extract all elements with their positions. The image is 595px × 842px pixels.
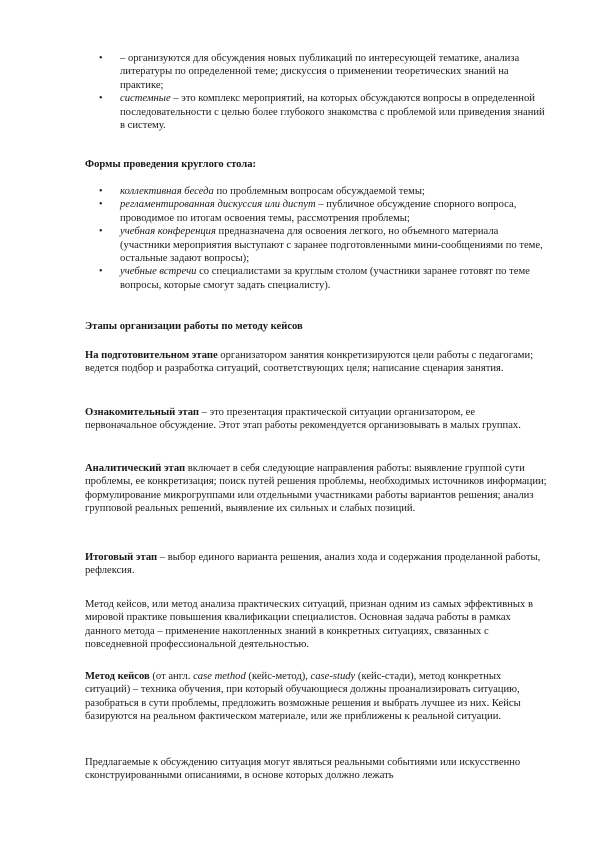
paragraph-lead: Метод кейсов [85, 671, 150, 682]
bullet-text: со специалистами за круглым столом (участники заранее готовят по теме вопросы, которые смогут задать специалисту). [120, 266, 530, 291]
list-item [85, 52, 547, 92]
bullet-icon: • [99, 53, 103, 64]
term-case-method: case method [193, 671, 246, 682]
paragraph-analytic-stage [85, 462, 547, 516]
top-bullet-list [85, 52, 547, 132]
list-item [85, 198, 547, 225]
paragraph-text: (кейс-стади), метод конкретных ситуаций) – техника обучения, при который обучающиеся должны проанализировать ситуацию, разобраться в сути проблемы, предложить возможные решения и выбрать лучшее из них. Кейсы базируются на реальном фактическом материале, или же приближены к реальной ситуации. [85, 671, 521, 723]
paragraph-text: включает в себя следующие направления работы: выявление группой сути проблемы, ее конкретизация; поиск путей решения проблемы, необходимых источников информации; формулирование микрогруппами или отдельными участниками работы вариантов решения; анализ групповой реальных решений, выявление их сильных и слабых позиций. [85, 463, 547, 515]
bullet-term: регламентированная дискуссия или диспут [120, 199, 316, 211]
bullet-icon: • [99, 93, 103, 105]
paragraph-lead: Аналитический этап [85, 463, 186, 474]
paragraph-case-method-intro [85, 598, 547, 652]
bullet-icon: • [99, 266, 103, 278]
stages-heading: Этапы организации работы по методу кейсов [85, 321, 303, 332]
paragraph-lead: На подготовительном этапе [85, 350, 218, 361]
list-item [85, 92, 547, 132]
bullet-term: учебная конференция [120, 226, 216, 238]
paragraph-text: (кейс-метод), [245, 671, 311, 682]
paragraph-text: (от англ. [149, 671, 194, 682]
bullet-term: учебные встречи [120, 266, 197, 278]
paragraph-preparatory [85, 349, 547, 376]
bullet-text: – публичное обсуждение спорного вопроса, проводимое по итогам освоения темы, рассмотрения проблемы; [120, 199, 517, 224]
list-item [85, 225, 547, 265]
list-item [85, 185, 547, 198]
bullet-term: системные [120, 93, 171, 105]
paragraph-last: Предлагаемые к обсуждению ситуация могут являться реальными событиями или искусственно сконструированными описаниями, в основе которых должно лежать [85, 757, 521, 782]
bullet-icon: • [99, 199, 103, 211]
list-item [85, 265, 547, 292]
bullet-text: предназначена для освоения легкого, но объемного материала (участники мероприятия выступают с заранее подготовленными мини-сообщениями по теме, остальные задают вопросы); [120, 226, 543, 265]
paragraph-final-stage [85, 551, 547, 578]
term-case-study: case-study [310, 671, 356, 682]
bullet-term: коллективная беседа [120, 186, 214, 197]
paragraph-text: – выбор единого варианта решения, анализ хода и содержания проделанной работы, рефлексия. [85, 552, 541, 577]
forms-bullet-list [85, 185, 547, 292]
bullet-text: по проблемным вопросам обсуждаемой темы; [213, 186, 425, 197]
bullet-icon: • [99, 226, 103, 238]
bullet-text: – это комплекс мероприятий, на которых обсуждаются вопросы в определенной последовательности с целью более глубокого знакомства с проблемой или приведения знаний в систему. [120, 93, 545, 132]
paragraph-lead: Ознакомительный этап [85, 407, 200, 418]
paragraph-lead: Итоговый этап [85, 552, 158, 563]
paragraph-case-method-definition [85, 670, 547, 724]
bullet-text: – организуются для обсуждения новых публикаций по интересующей тематике, анализа литературы по определенной теме; дискуссия о применении теоретических знаний на практике; [120, 53, 520, 91]
bullet-icon: • [99, 186, 103, 197]
paragraph-intro-stage [85, 406, 547, 433]
forms-heading: Формы проведения круглого стола: [85, 159, 257, 170]
paragraph-text: Метод кейсов, или метод анализа практических ситуаций, признан одним из самых эффективных в мировой практике повышения квалификации специалистов. Основная задача работы в рамках данного метода – применение накопленных знаний в конкретных ситуациях, связанных с повседневной профессиональной деятельностью. [85, 599, 533, 651]
paragraph-text: – это презентация практической ситуации организатором, ее первоначальное обсуждение. Этот этап работы рекомендуется организовывать в малых группах. [85, 407, 521, 432]
paragraph-text: организатором занятия конкретизируются цели работы с педагогами; ведется подбор и разработка ситуаций, соответствующих целя; написание сценария занятия. [85, 350, 534, 375]
